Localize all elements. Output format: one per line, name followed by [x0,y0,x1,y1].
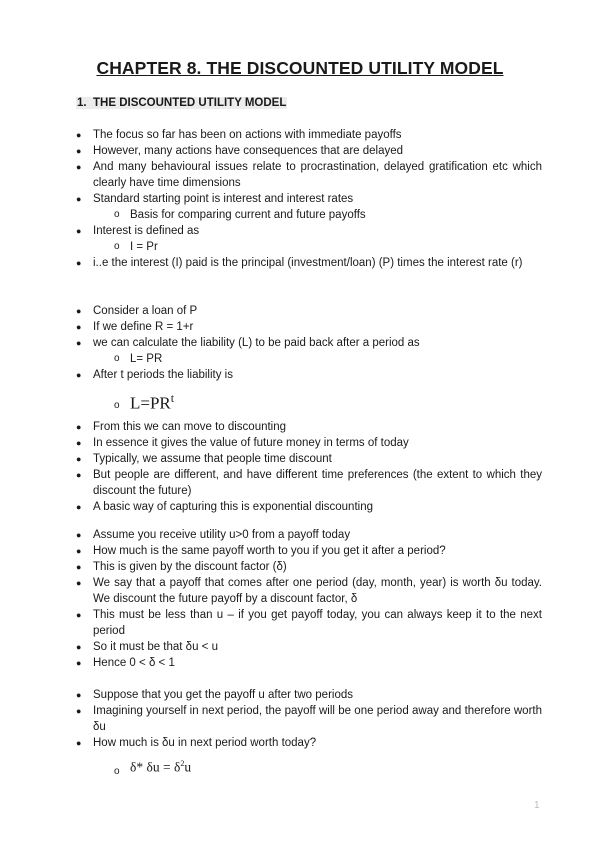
formula-tail: u [184,759,192,775]
sub-list [93,207,542,223]
formula-exponent: 2 [180,759,185,768]
list-item: ● In essence it gives the value of future money in terms of today [76,435,542,451]
list-item [76,367,542,419]
list-item: ● We say that a payoff that comes after one period (day, month, year) is worth δu today. We discount the future payoff by a discount factor, δ [76,575,542,607]
list-item: ● But people are different, and have different time preferences (the extent to which they discount the future) [76,467,542,499]
sub-list [93,239,542,255]
bullet-list-2 [76,303,542,515]
list-item: ● If we define R = 1+r [76,319,542,335]
list-item: ● Typically, we assume that people time discount [76,451,542,467]
bullet-list-4 [76,687,542,781]
sub-list [93,383,542,419]
list-item-text: we can calculate the liability (L) to be paid back after a period as [93,337,420,349]
list-item: ● Imagining yourself in next period, the payoff will be one period away and therefore worth δu [76,703,542,735]
list-item: ● Hence 0 < δ < 1 [76,655,542,671]
list-item: ● This is given by the discount factor (δ) [76,559,542,575]
list-item-text: Standard starting point is interest and interest rates [93,193,354,205]
sub-list [93,351,542,367]
list-item [76,223,542,255]
sub-list-item: o Basis for comparing current and future payoffs [93,207,542,223]
list-item: ● Consider a loan of P [76,303,542,319]
sub-list-item: o L= PR [93,351,542,367]
list-item-text: How much is δu in next period worth today? [93,737,317,749]
formula-base: L=PR [130,393,171,413]
list-item: ● i..e the interest (I) paid is the principal (investment/loan) (P) times the interest rate (r) [76,255,542,271]
list-item: ● The focus so far has been on actions with immediate payoffs [76,127,542,143]
list-item: ● This must be less than u – if you get payoff today, you can always keep it to the next period [76,607,542,639]
section-number: 1. [77,97,87,109]
formula-base: δ* δu = δ [130,759,181,775]
list-item [76,735,542,781]
page-number: 1 [534,800,540,811]
list-item [76,191,542,223]
list-item: ● From this we can move to discounting [76,419,542,435]
list-item: ● So it must be that δu < u [76,639,542,655]
section-title: THE DISCOUNTED UTILITY MODEL [93,97,287,109]
list-item-text: After t periods the liability is [93,369,233,381]
section-heading [76,97,287,109]
sub-list-item: o I = Pr [93,239,542,255]
list-item: ● How much is the same payoff worth to you if you get it after a period? [76,543,542,559]
list-item: ● And many behavioural issues relate to procrastination, delayed gratification etc which clearly have time dimensions [76,159,542,191]
chapter-title: CHAPTER 8. THE DISCOUNTED UTILITY MODEL [96,58,504,78]
sub-list [93,751,542,781]
list-item: ● However, many actions have consequences that are delayed [76,143,542,159]
list-item: ● A basic way of capturing this is exponential discounting [76,499,542,515]
discount-formula [93,751,542,781]
liability-formula [93,383,542,419]
list-item: ● Assume you receive utility u>0 from a payoff today [76,527,542,543]
formula-exponent: t [170,391,175,405]
list-item-text: Interest is defined as [93,225,200,237]
list-item: ● Suppose that you get the payoff u after two periods [76,687,542,703]
bullet-list-3 [76,527,542,671]
bullet-list-1 [76,127,542,271]
list-item [76,335,542,367]
